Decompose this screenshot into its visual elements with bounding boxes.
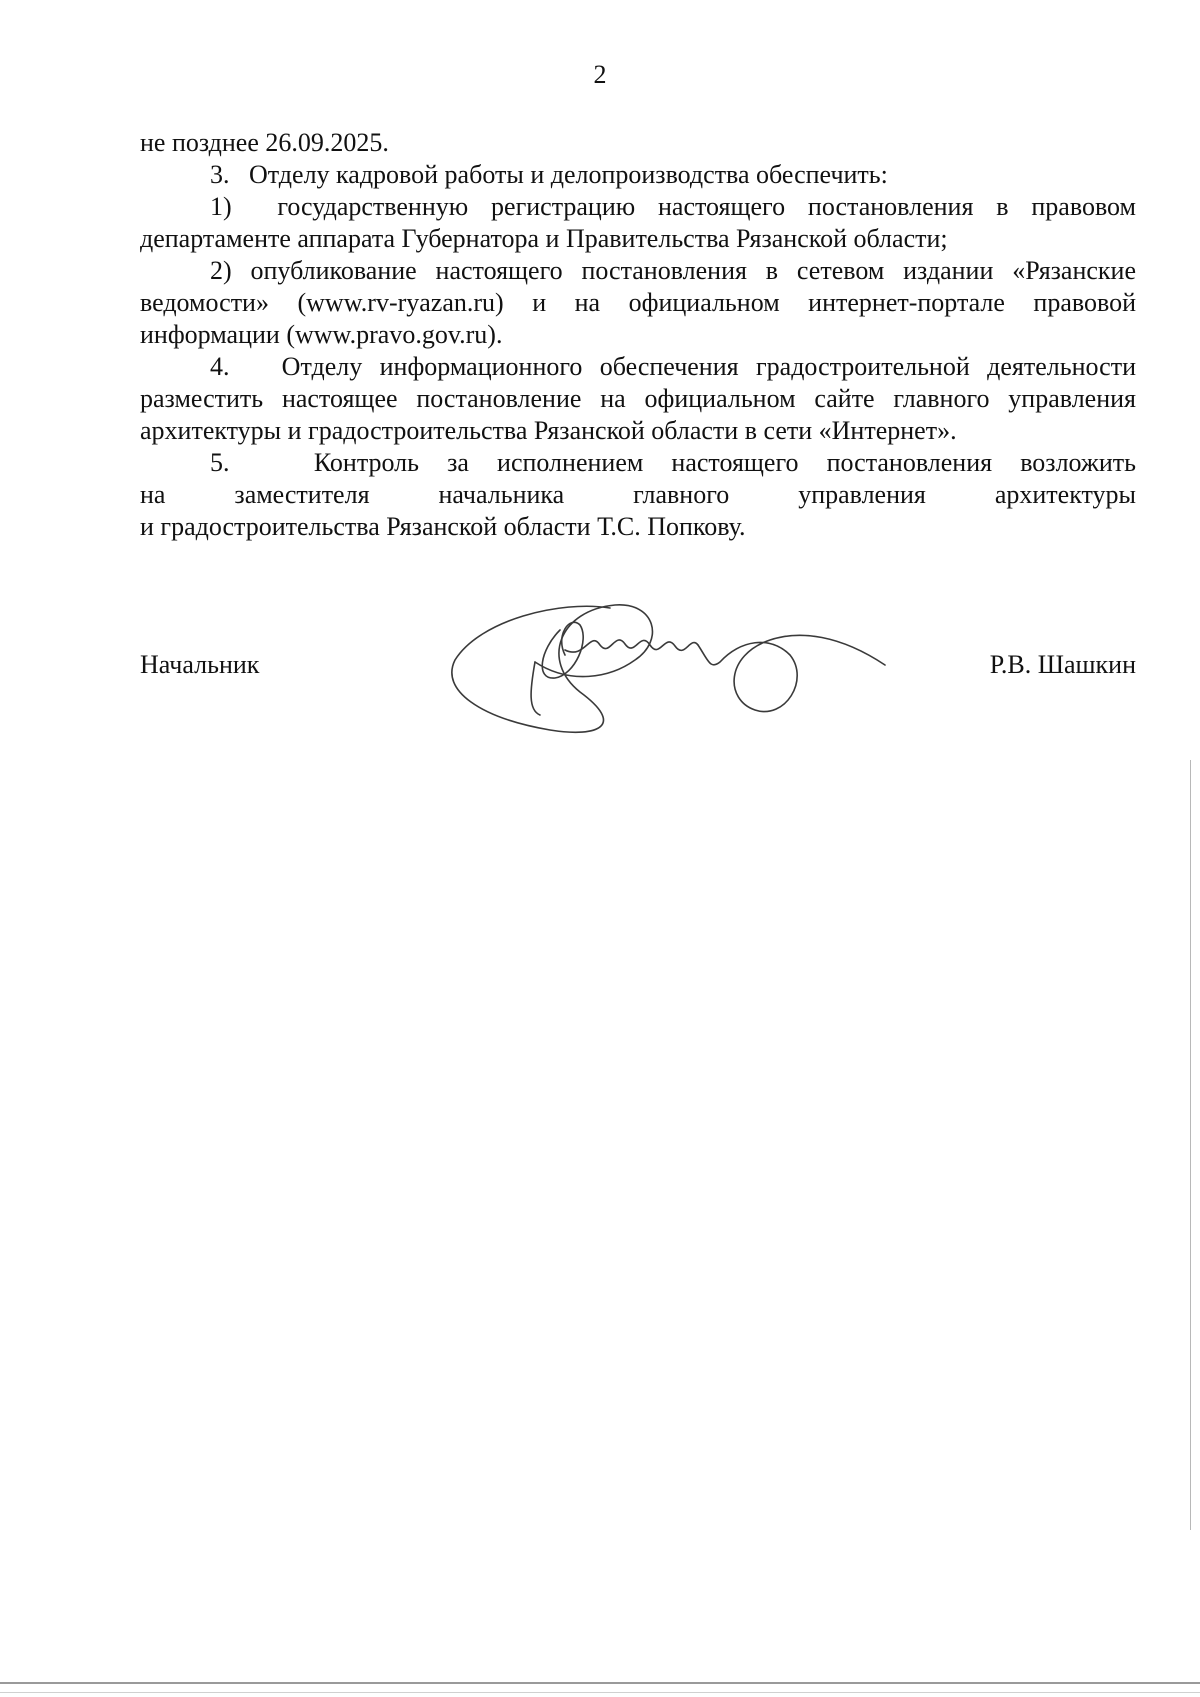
- scan-edge-bottom: [0, 1682, 1200, 1684]
- scan-edge-right: [1190, 760, 1191, 1530]
- signer-title: Начальник: [140, 650, 260, 679]
- signer-name: Р.В. Шашкин: [989, 650, 1136, 679]
- paragraph-item-4: 4. Отделу информационного обеспечения градостроительной деятельности разместить настоящее постановление на официальном сайте главного управления архитектуры и градостроительства Рязанской области в сети «Интернет».: [140, 352, 1136, 445]
- document-body: [140, 127, 1136, 543]
- paragraph-item-5-line-3: и градостроительства Рязанской области Т.С. Попкову.: [140, 512, 746, 541]
- paragraph-item-3: 3. Отделу кадровой работы и делопроизводства обеспечить:: [210, 160, 888, 189]
- paragraph-item-3-2: 2) опубликование настоящего постановления в сетевом издании «Рязанские ведомости» (www.rv-ryazan.ru) и на официальном интернет-портале правовой информации (www.pravo.gov.ru).: [140, 256, 1136, 349]
- paragraph-item-3-1: 1) государственную регистрацию настоящего постановления в правовом департаменте аппарата Губернатора и Правительства Рязанской области;: [140, 192, 1136, 253]
- scan-edge-bottom-secondary: [0, 1692, 1200, 1693]
- handwritten-signature: [440, 600, 900, 750]
- page-number: 2: [593, 60, 607, 89]
- paragraph-deadline: не позднее 26.09.2025.: [140, 128, 389, 157]
- paragraph-item-5-line-1: 5. Контроль за исполнением настоящего постановления возложить: [210, 448, 1136, 477]
- paragraph-item-5-line-2: на заместителя начальника главного управления архитектуры: [140, 480, 1136, 509]
